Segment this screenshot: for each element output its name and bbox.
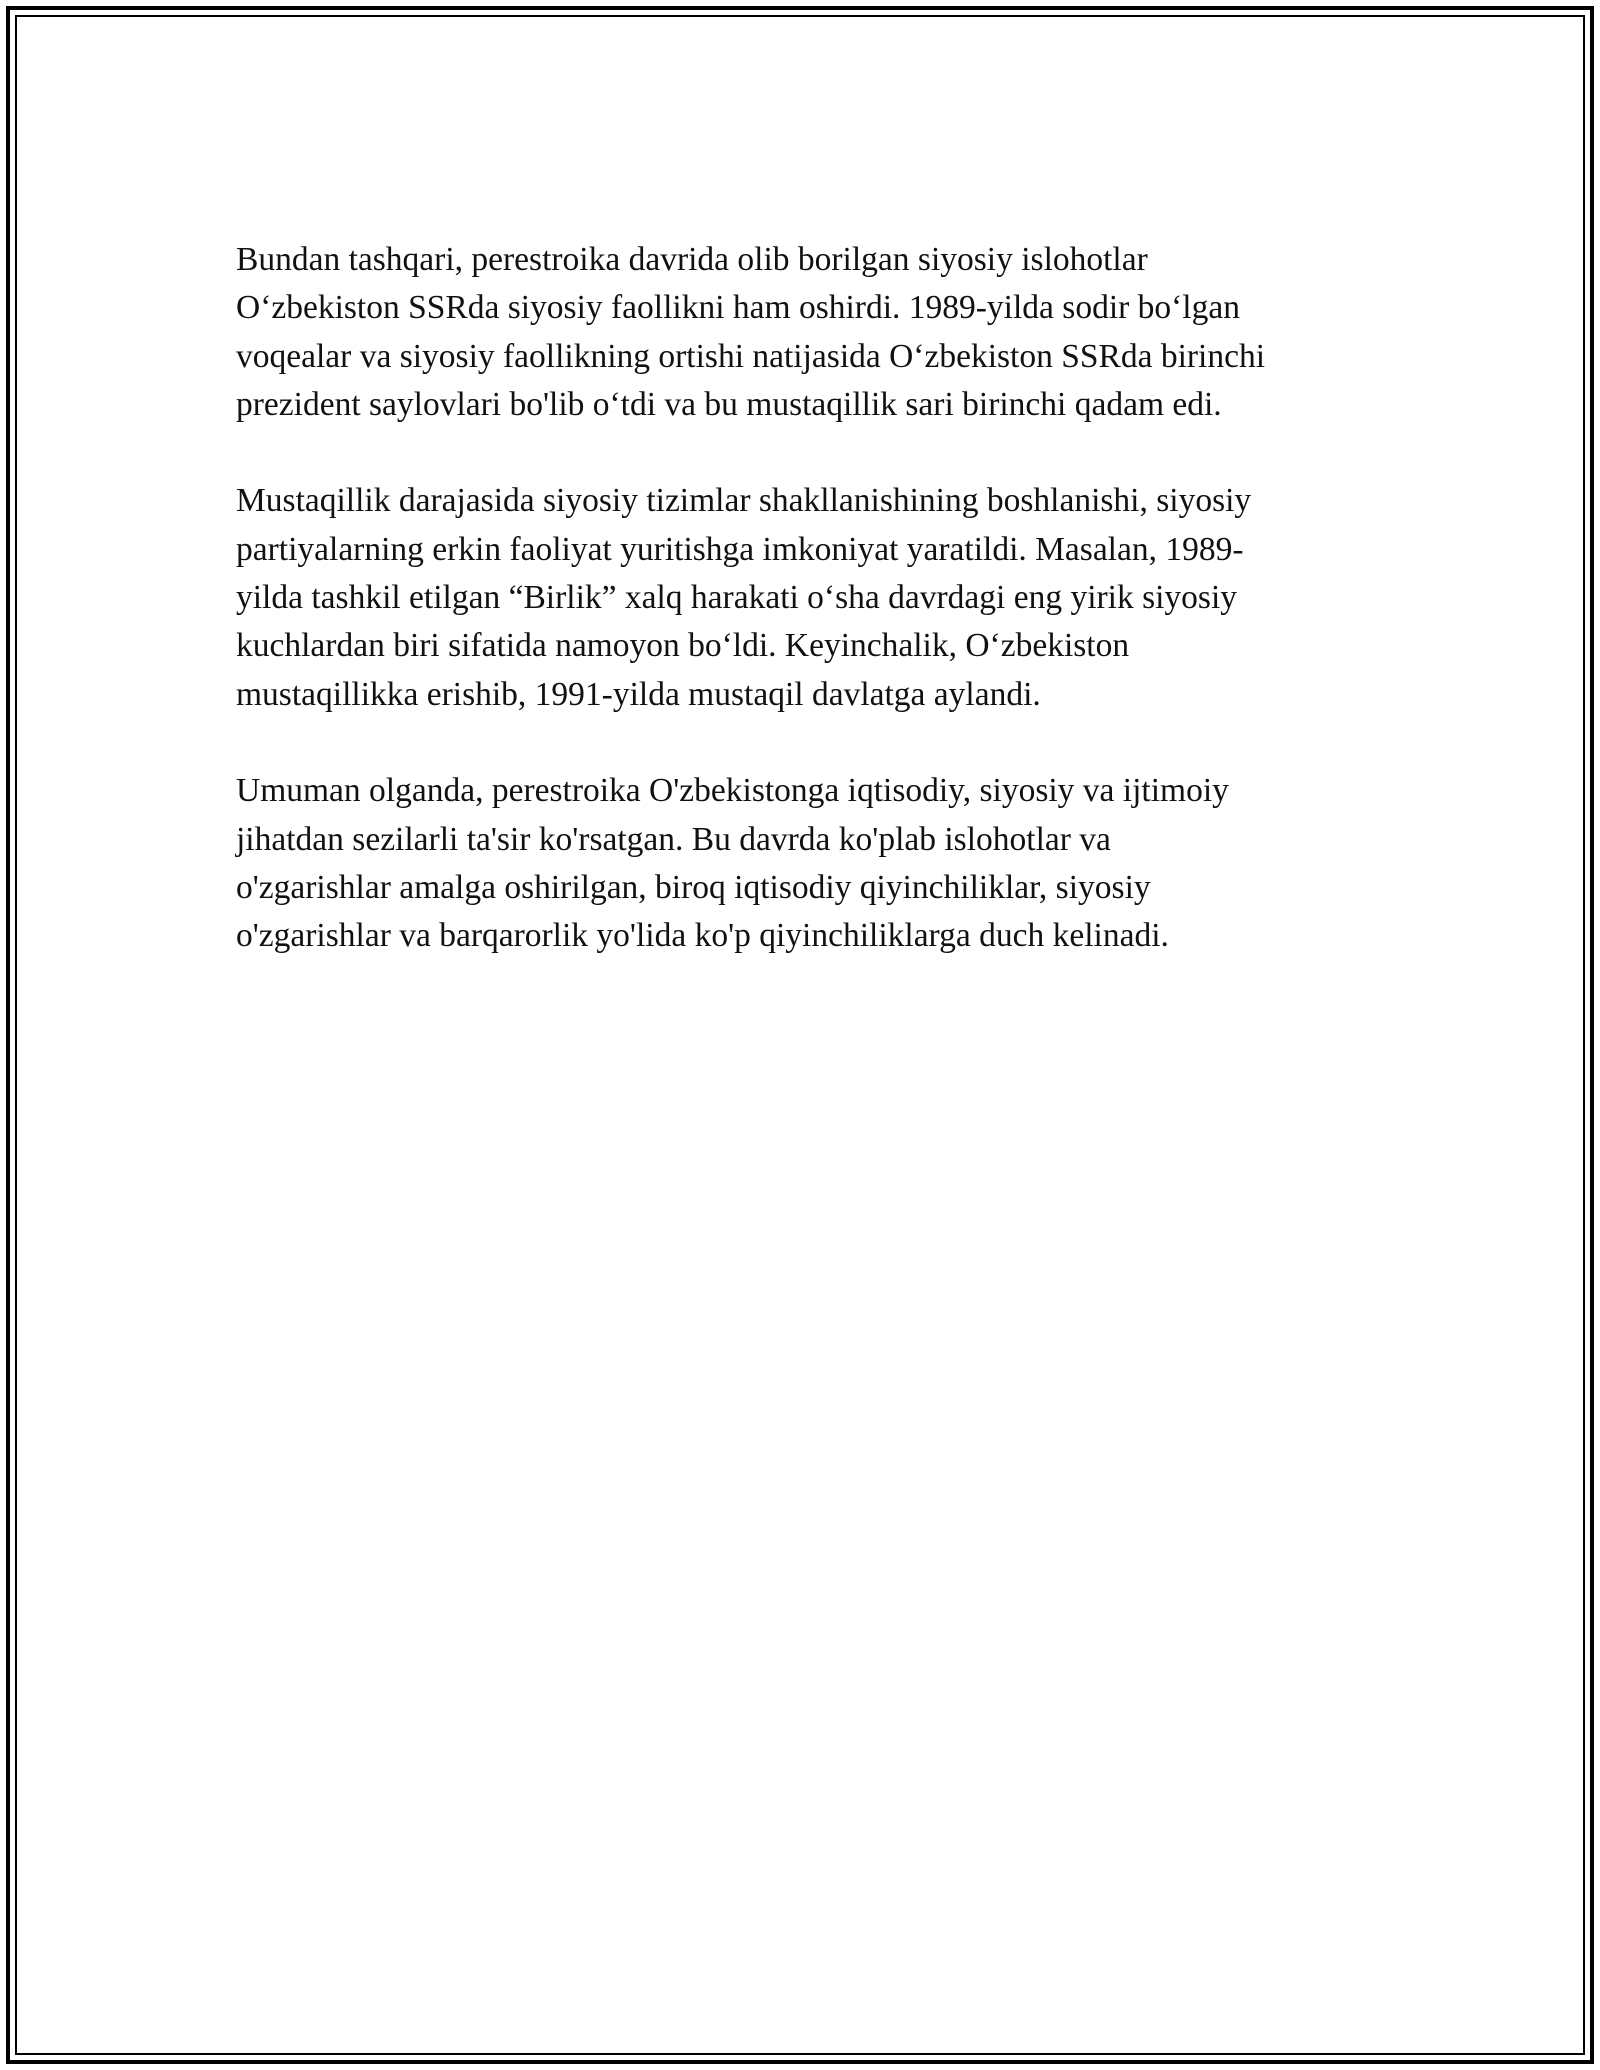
text-line: Mustaqillik darajasida siyosiy tizimlar shakllanishining boshlanishi, siyosiy bbox=[236, 482, 1252, 520]
text-line: prezident saylovlari bo'lib o‘tdi va bu mustaqillik sari birinchi qadam edi. bbox=[236, 385, 1222, 423]
text-line: O‘zbekiston SSRda siyosiy faollikni ham oshirdi. 1989-yilda sodir bo‘lgan bbox=[236, 289, 1240, 327]
text-line: jihatdan sezilarli ta'sir ko'rsatgan. Bu davrda ko'plab islohotlar va bbox=[236, 820, 1111, 858]
text-line: mustaqillikka erishib, 1991-yilda mustaqil davlatga aylandi. bbox=[236, 675, 1041, 713]
paragraph-1 bbox=[236, 236, 1366, 429]
document-body bbox=[236, 236, 1366, 1009]
paragraph-2 bbox=[236, 477, 1366, 718]
text-line: yilda tashkil etilgan “Birlik” xalq harakati o‘sha davrdagi eng yirik siyosiy bbox=[236, 579, 1238, 617]
text-line: Bundan tashqari, perestroika davrida olib borilgan siyosiy islohotlar bbox=[236, 241, 1148, 278]
text-line: voqealar va siyosiy faollikning ortishi natijasida O‘zbekiston SSRda birinchi bbox=[236, 337, 1266, 375]
text-line: kuchlardan biri sifatida namoyon bo‘ldi. Keyinchalik, O‘zbekiston bbox=[236, 627, 1130, 665]
text-line: Umuman olganda, perestroika O'zbekistonga iqtisodiy, siyosiy va ijtimoiy bbox=[236, 772, 1229, 810]
text-line: o'zgarishlar va barqarorlik yo'lida ko'p qiyinchiliklarga duch kelinadi. bbox=[236, 917, 1169, 955]
text-line: partiyalarning erkin faoliyat yuritishga imkoniyat yaratildi. Masalan, 1989- bbox=[236, 530, 1244, 568]
text-line: o'zgarishlar amalga oshirilgan, biroq iqtisodiy qiyinchiliklar, siyosiy bbox=[236, 868, 1151, 906]
paragraph-3 bbox=[236, 767, 1366, 960]
